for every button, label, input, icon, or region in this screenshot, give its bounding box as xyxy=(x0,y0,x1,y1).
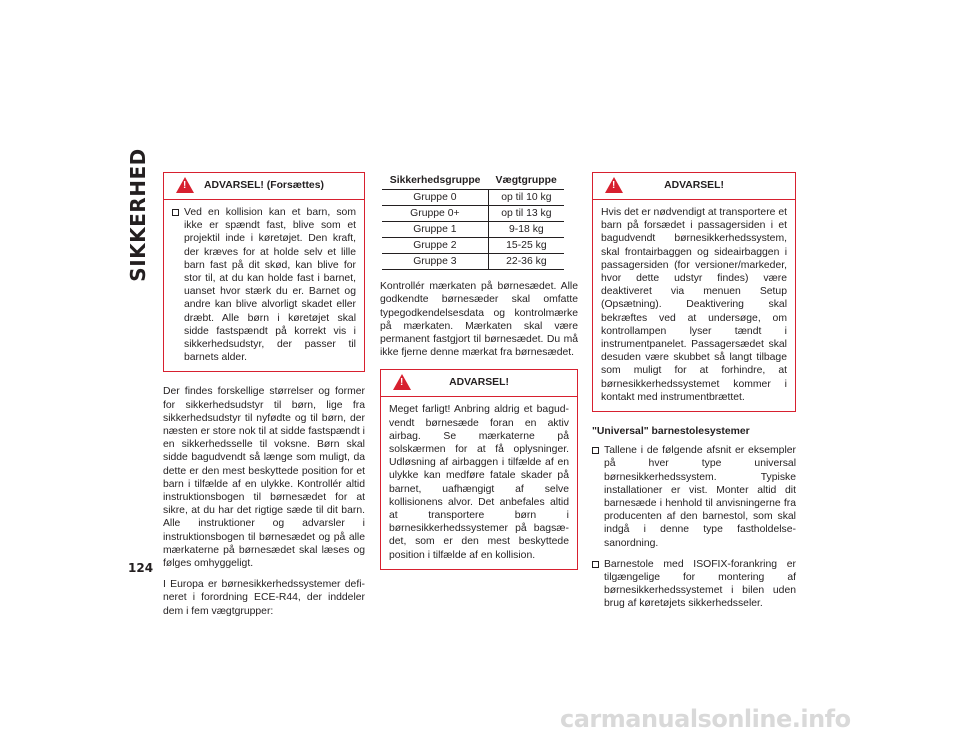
bullet-text: Ved en kollision kan et barn, som ikke er spændt fast, blive som et projektil inde i køretøjet. Den kraft, der kræves for at holde selv et lille barn fast på dit skød, kan blive for stor til, at du kan holde fast i barnet, uanset hvor stærk du er. Barnet og andre kan blive alvorligt skadet eller dræbt. Alle børn i køretøjet skal sidde fastspændt på korrekt vis i sikkerhedsudstyr, der passer til barnets alder. xyxy=(184,207,356,364)
warning-triangle-icon: ! xyxy=(176,177,194,193)
checkbox-bullet-icon xyxy=(172,209,179,216)
checkbox-bullet-icon xyxy=(592,447,599,454)
warning-body xyxy=(164,200,364,371)
section-tab xyxy=(118,147,158,282)
table-cell: Gruppe 0 xyxy=(382,190,488,206)
paragraph-ece: I Europa er børnesikkerhedssystemer defineret i forordning ECE-R44, der inddeler dem i fem vægtgrupper: xyxy=(163,579,365,617)
warning-title: ADVARSEL! (Forsættes) xyxy=(204,180,324,191)
table-row xyxy=(382,190,564,206)
list-item xyxy=(172,206,356,364)
warning-box-airbag xyxy=(380,369,578,569)
table-row xyxy=(382,238,564,254)
warning-triangle-icon: ! xyxy=(393,374,411,390)
warning-title: ADVARSEL! xyxy=(449,377,509,389)
paragraph-intro: Der findes forskellige størrelser og former for sikkerhedsudstyr til børn, lige fra sikkerhedsudstyr til nyfødte og til børn, der næsten er store nok til at sidde fastspændt i en sikkerhedsselle til voksne. Børn skal sidde bagudvendt så længe som muligt, da dette er den mest beskyttede position for et barn i tilfælde af en ulykke. Kontrollér altid instruktionsbogen til børnesædet for at sikre, at du har det rigtige sæde til dit barn. Alle instruktioner og advarsler i instruktionsbogen til børnesædet og på alle mærkaterne på børnesædet skal læses og følges omhyggeligt. xyxy=(163,386,365,570)
column-left xyxy=(163,172,365,626)
list-item xyxy=(592,444,796,550)
checkbox-bullet-icon xyxy=(592,561,599,568)
table-header: Vægtgruppe xyxy=(488,172,564,190)
bullet-text: Barnestole med ISOFIX-forankring er tilgængelige for montering af børnesikkerhedssystemet i bilen uden brug af køretøjets sikkerhedsseler. xyxy=(604,558,796,610)
warning-title: ADVARSEL! xyxy=(664,180,724,191)
warning-header xyxy=(593,173,795,200)
column-right xyxy=(592,172,796,611)
warning-triangle-icon: ! xyxy=(605,177,623,193)
list-item xyxy=(592,558,796,611)
warning-header xyxy=(381,370,577,397)
warning-box-continued xyxy=(163,172,365,372)
warning-box-front-seat xyxy=(592,172,796,412)
watermark: carmanualsonline.info xyxy=(560,705,851,733)
table-cell: Gruppe 3 xyxy=(382,254,488,270)
table-cell: 9-18 kg xyxy=(488,222,564,238)
table-row xyxy=(382,222,564,238)
table-cell: op til 13 kg xyxy=(488,206,564,222)
warning-body: Hvis det er nødvendigt at transportere et barn på forsædet i passagersiden i et bagudvendt børnesikkerhedssystem, skal frontairbaggen og sideairbaggen i passagersiden (for versioner/markeder, hvor dette udstyr findes) være deaktiveret via menuen Setup (Opsætning). Deaktivering skal bekræftes ved at undersøge, om kontrollampen lyser tændt i instrumentpanelet. Passagersædet skal desuden være skubbet så langt tilbage som muligt for at forhindre, at børnesikkerhedssystemet kommer i kontakt med instrumentbrættet. xyxy=(601,207,787,403)
page-number: 124 xyxy=(128,561,154,575)
table-row xyxy=(382,254,564,270)
warning-body: Meget farligt! Anbring aldrig et bagudvendt børnesæde foran en aktiv airbag. Se mærkaterne på solskærmen for at få oplysninger. Udløsning af airbaggen i tilfælde af en ulykke kan medføre fatale skader på barnet, uafhængigt af selve kollisionens alvor. Det anbefales altid at transportere børn i børnesikkerhedssystemer på bagsædet, som er den mest beskyttede position i tilfælde af en kollision. xyxy=(389,404,569,561)
column-middle xyxy=(380,172,578,570)
paragraph-label: Kontrollér mærkaten på børnesædet. Alle godkendte børnesæder skal omfatte typegodkendelsesdata og kontrolmærke på mærkaten. Mærkaten skal være permanent fastgjort til børnesædet. Du må ikke fjerne denne mærkat fra børnesædet. xyxy=(380,281,578,359)
table-cell: 15-25 kg xyxy=(488,238,564,254)
table-header: Sikkerhedsgruppe xyxy=(382,172,488,190)
table-cell: 22-36 kg xyxy=(488,254,564,270)
section-title: SIKKERHED xyxy=(126,147,150,282)
warning-header xyxy=(164,173,364,200)
bullet-text: Tallene i de følgende afsnit er eksempler på hver type universal børnesikkerhedssystem. Typiske installationer er vist. Monter altid dit barnesæde i henhold til anvisningerne fra producenten af den barnestol, som skal indgå i denne type fastholdelsesanordning. xyxy=(604,445,796,549)
table-cell: op til 10 kg xyxy=(488,190,564,206)
weight-group-table xyxy=(382,172,564,270)
table-row xyxy=(382,206,564,222)
table-cell: Gruppe 1 xyxy=(382,222,488,238)
table-cell: Gruppe 0+ xyxy=(382,206,488,222)
table-cell: Gruppe 2 xyxy=(382,238,488,254)
section-heading: "Universal" barnestolesystemer xyxy=(592,426,750,438)
